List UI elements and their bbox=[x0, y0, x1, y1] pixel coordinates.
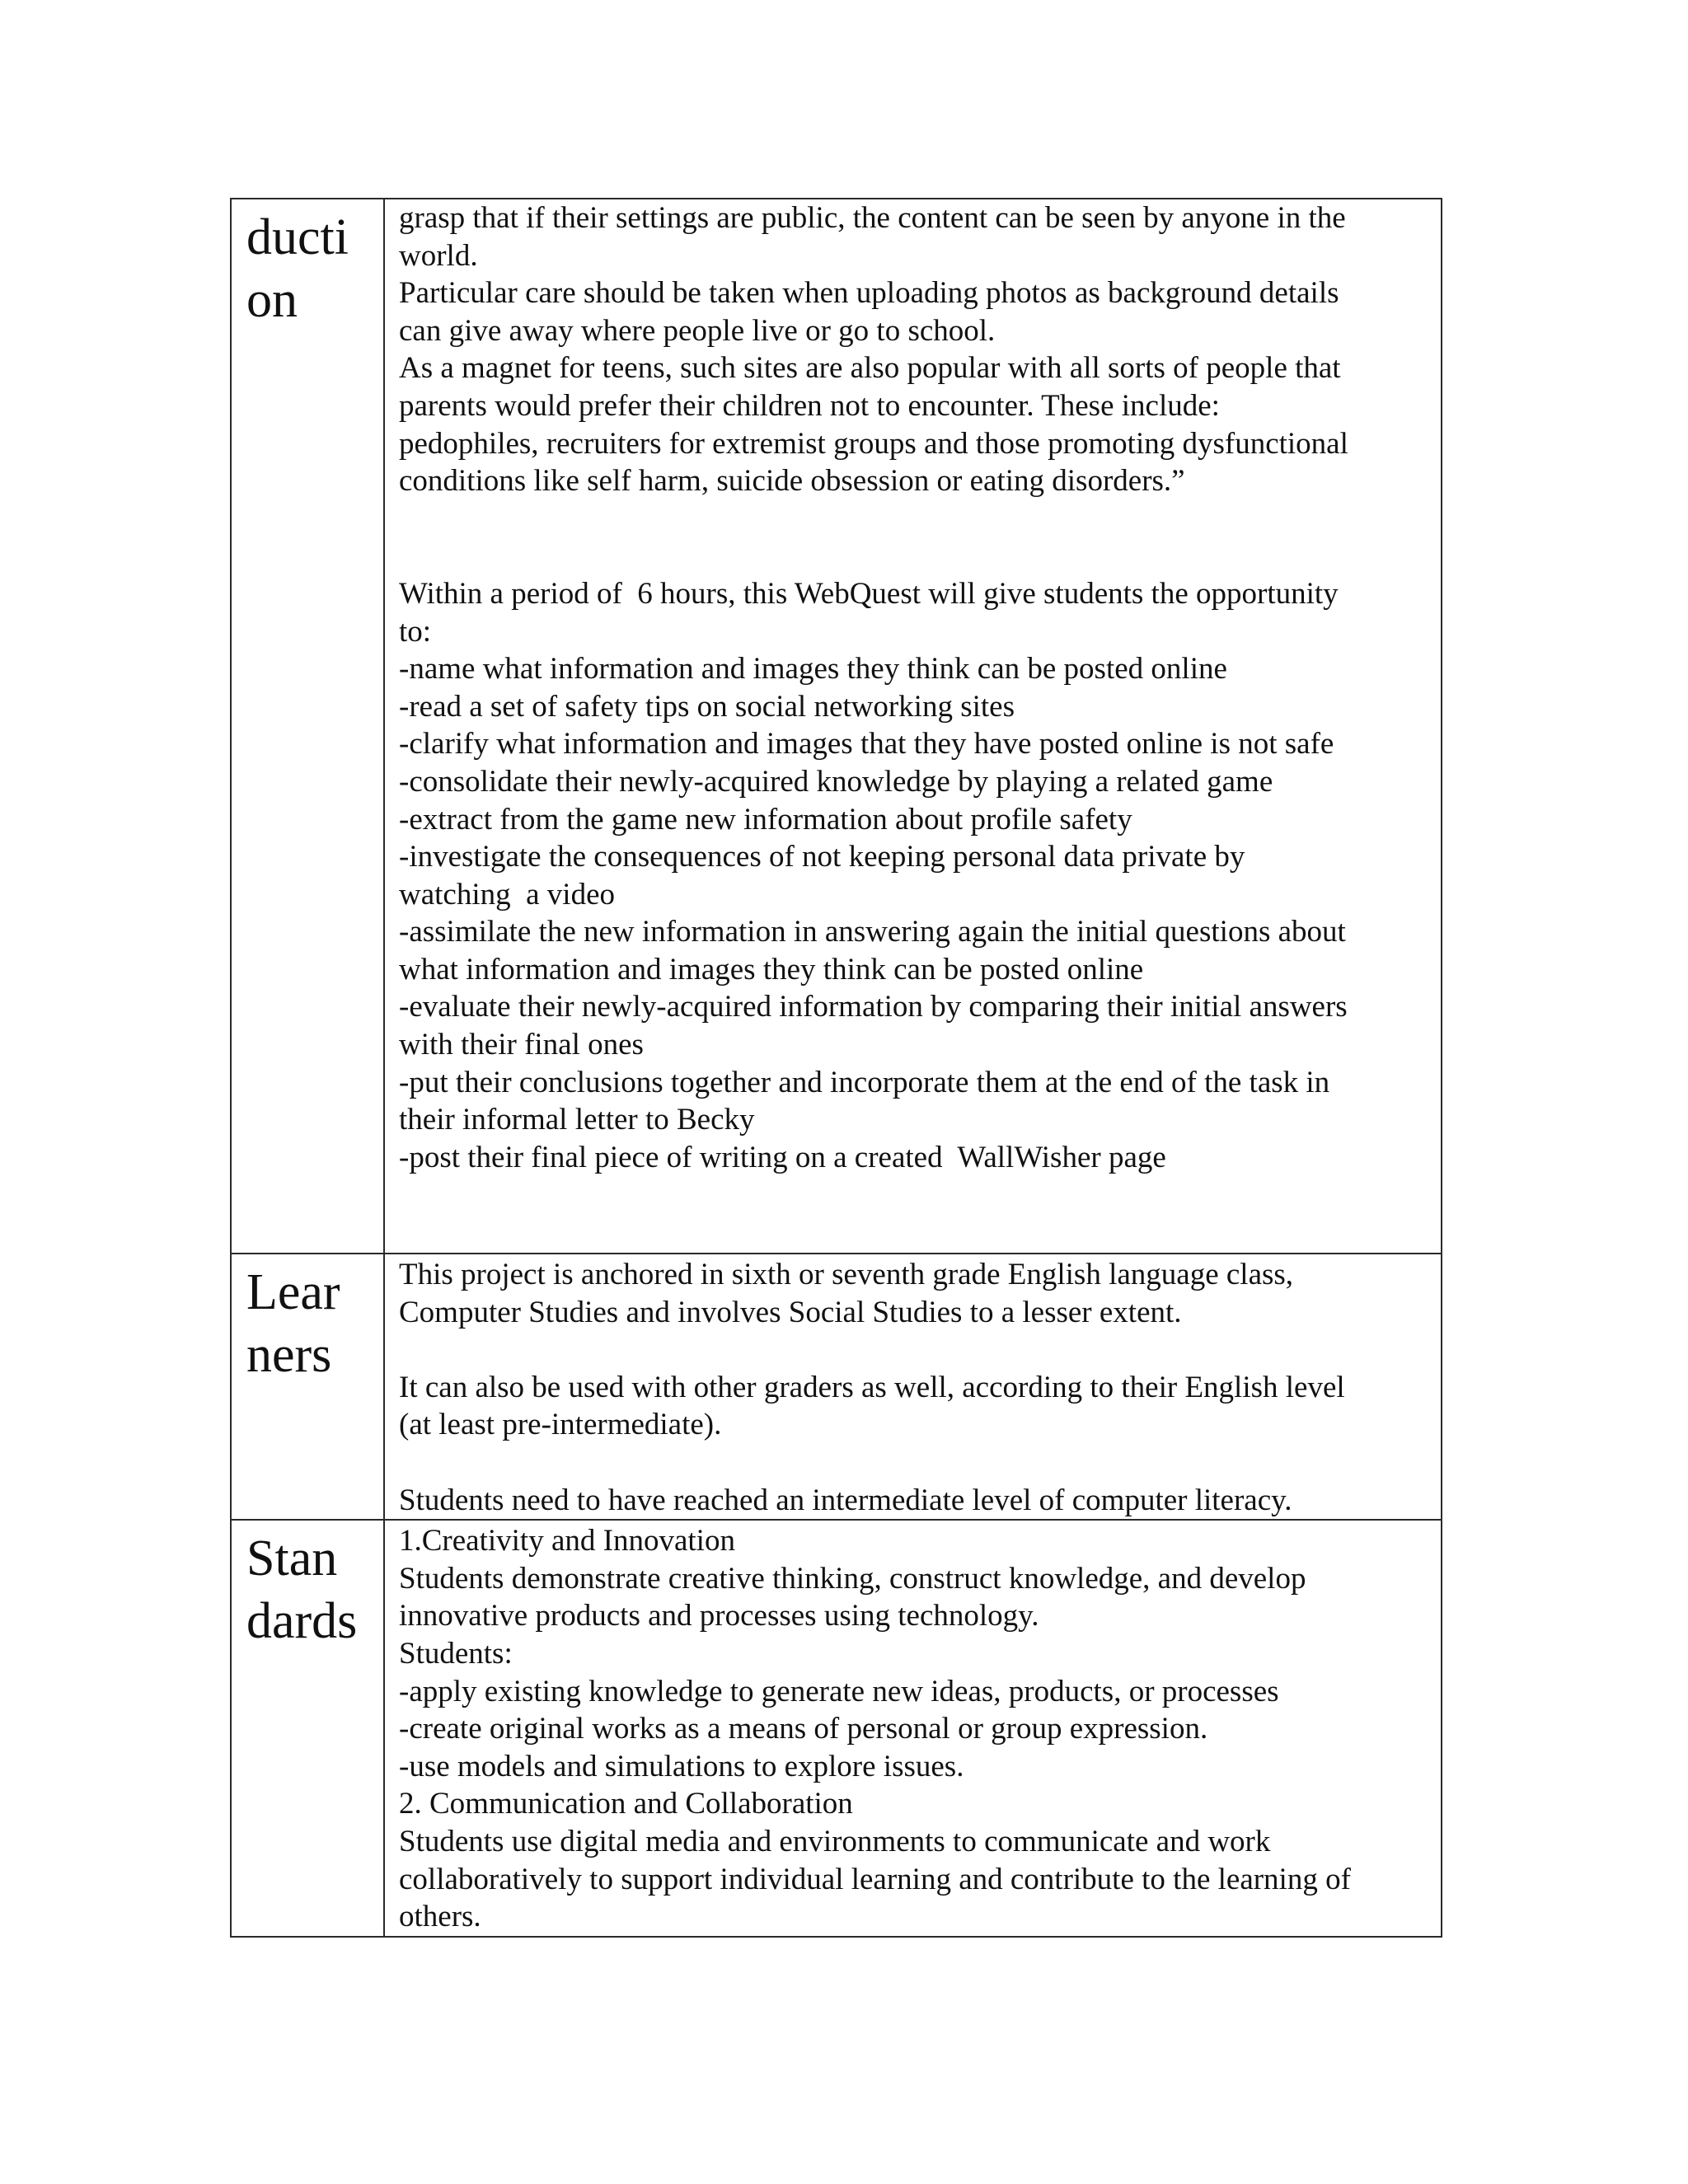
learners-text bbox=[385, 1254, 1441, 1519]
text-line: This project is anchored in sixth or seventh grade English language class, bbox=[399, 1258, 1294, 1291]
row-content-cell bbox=[384, 1254, 1442, 1520]
text-line: -consolidate their newly-acquired knowledge by playing a related game bbox=[399, 764, 1273, 799]
text-line: collaboratively to support individual learning and contribute to the learning of bbox=[399, 1862, 1351, 1896]
row-label-line: ducti bbox=[246, 209, 349, 265]
text-line: pedophiles, recruiters for extremist groups and those promoting dysfunctional bbox=[399, 426, 1348, 461]
row-content-cell bbox=[384, 199, 1442, 1254]
standards-text bbox=[385, 1521, 1441, 1936]
text-line: -create original works as a means of personal or group expression. bbox=[399, 1712, 1208, 1746]
row-label-line: dards bbox=[246, 1593, 358, 1650]
text-line: conditions like self harm, suicide obsession or eating disorders.” bbox=[399, 464, 1185, 499]
table-row-introduction bbox=[231, 199, 1442, 1254]
text-line: Students use digital media and environments to communicate and work bbox=[399, 1824, 1271, 1858]
text-line: Particular care should be taken when uploading photos as background details bbox=[399, 276, 1339, 311]
text-line: It can also be used with other graders as well, according to their English level bbox=[399, 1370, 1345, 1404]
row-label-line: Stan bbox=[246, 1530, 338, 1587]
text-line: 1.Creativity and Innovation bbox=[399, 1524, 735, 1558]
text-line: -use models and simulations to explore issues. bbox=[399, 1749, 964, 1783]
text-line: As a magnet for teens, such sites are also popular with all sorts of people that bbox=[399, 351, 1341, 386]
text-line: -evaluate their newly-acquired information by comparing their initial answers bbox=[399, 990, 1348, 1024]
text-line: -investigate the consequences of not keeping personal data private by bbox=[399, 840, 1245, 874]
text-line: -clarify what information and images that they have posted online is not safe bbox=[399, 727, 1334, 762]
text-line: their informal letter to Becky bbox=[399, 1103, 755, 1137]
row-label-cell bbox=[231, 1520, 384, 1937]
text-line: to: bbox=[399, 614, 432, 649]
text-line: Computer Studies and involves Social Studies to a lesser extent. bbox=[399, 1295, 1182, 1329]
text-line: -extract from the game new information about profile safety bbox=[399, 802, 1132, 837]
row-label-line: Lear bbox=[246, 1264, 340, 1320]
row-label-cell bbox=[231, 199, 384, 1254]
text-line: -name what information and images they think can be posted online bbox=[399, 652, 1227, 687]
text-line: others. bbox=[399, 1900, 481, 1934]
text-line: parents would prefer their children not to encounter. These include: bbox=[399, 388, 1220, 423]
table-row-standards bbox=[231, 1520, 1442, 1937]
webquest-table bbox=[230, 198, 1442, 1938]
row-label-cell bbox=[231, 1254, 384, 1520]
table-row-learners bbox=[231, 1254, 1442, 1520]
text-line: -post their final piece of writing on a created WallWisher page bbox=[399, 1140, 1166, 1174]
text-line: with their final ones bbox=[399, 1028, 644, 1062]
introduction-text bbox=[385, 199, 1441, 1176]
row-label-line: on bbox=[246, 272, 298, 328]
blank-line bbox=[399, 1331, 1429, 1369]
text-line: watching a video bbox=[399, 877, 615, 912]
text-line: grasp that if their settings are public, the content can be seen by anyone in the bbox=[399, 201, 1346, 235]
text-line: world. bbox=[399, 238, 478, 273]
row-label bbox=[232, 1254, 383, 1386]
row-label bbox=[232, 199, 383, 331]
text-line: -put their conclusions together and incorporate them at the end of the task in bbox=[399, 1065, 1330, 1099]
blank-line bbox=[399, 537, 1429, 575]
row-label bbox=[232, 1521, 383, 1652]
text-line: Students: bbox=[399, 1636, 513, 1671]
text-line: 2. Communication and Collaboration bbox=[399, 1787, 853, 1821]
blank-line bbox=[399, 1444, 1429, 1482]
text-line: Students demonstrate creative thinking, construct knowledge, and develop bbox=[399, 1561, 1306, 1596]
text-line: can give away where people live or go to school. bbox=[399, 313, 996, 348]
text-line: what information and images they think can be posted online bbox=[399, 952, 1144, 987]
text-line: Within a period of 6 hours, this WebQuest will give students the opportunity bbox=[399, 576, 1339, 611]
text-line: -apply existing knowledge to generate new ideas, products, or processes bbox=[399, 1674, 1279, 1708]
row-content-cell bbox=[384, 1520, 1442, 1937]
text-line: -assimilate the new information in answering again the initial questions about bbox=[399, 915, 1346, 949]
row-label-line: ners bbox=[246, 1327, 332, 1383]
text-line: Students need to have reached an intermediate level of computer literacy. bbox=[399, 1483, 1292, 1517]
text-line: innovative products and processes using technology. bbox=[399, 1599, 1039, 1633]
text-line: -read a set of safety tips on social networking sites bbox=[399, 689, 1015, 724]
text-line: (at least pre-intermediate). bbox=[399, 1408, 722, 1442]
blank-line bbox=[399, 500, 1429, 538]
